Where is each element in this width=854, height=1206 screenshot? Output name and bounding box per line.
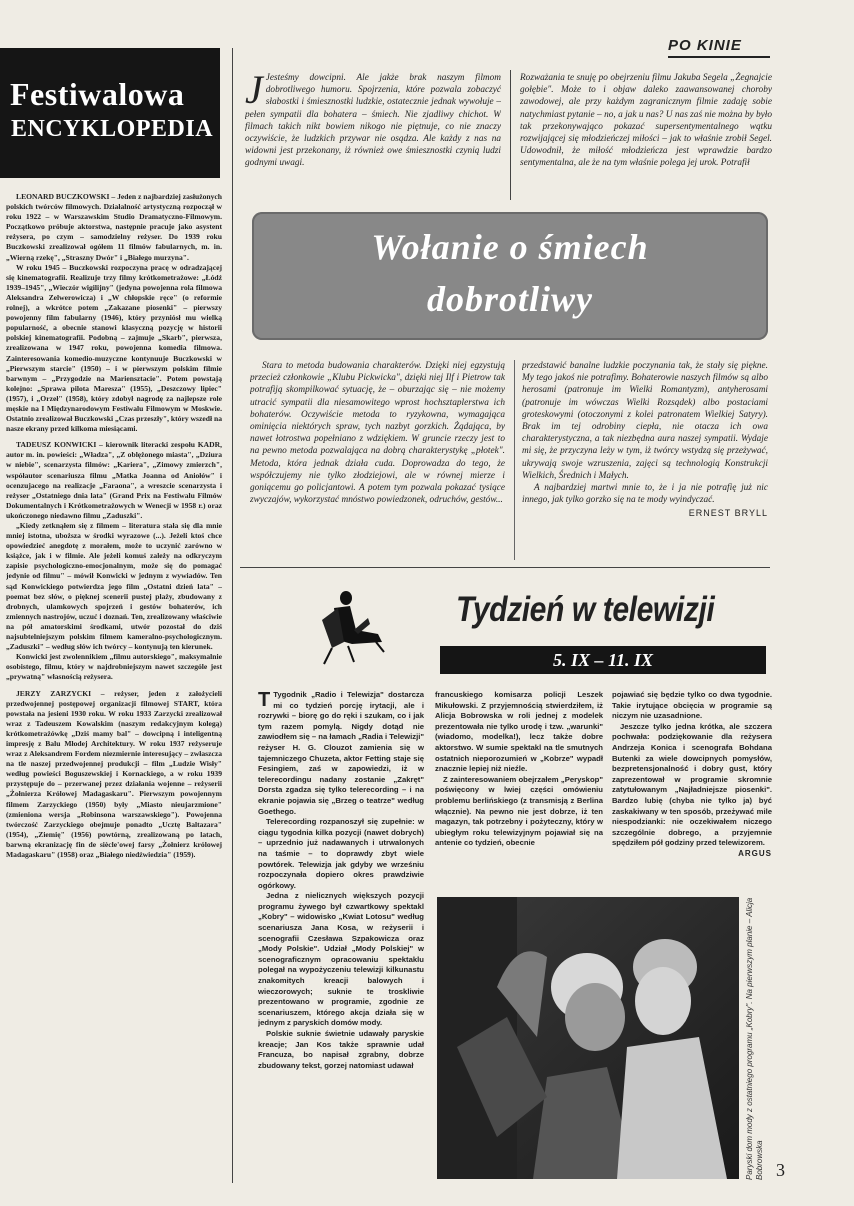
tv-column-3 xyxy=(612,690,772,890)
tv-col1-p4: Polskie suknie świetnie udawały paryskie kreacje; Jan Kos także sprawnie udał Francuza, bo napisał zgrabny, dobrze zbudowany tekst, gorzej natomiast udawał xyxy=(258,1029,424,1070)
tv-col1-p3: Jedna z nielicznych większych pozycji programu żywego był czwartkowy spektakl „Kobry" – widowisko „Kwiat Lotosu" według scenariusza Jana Kosa, w reżyserii i scenografii Czesława Szpakowicza oraz „Mody Polskie". Udział „Mody Polskiej" w scenograficznym opracowaniu spektaklu polegał na wypożyczeniu telewizji kilkunastu znakomitych kreacji balowych i wieczorowych; suknie te troskliwie prezentowano w programie, zgodnie ze scenariuszem, którego akcja działa się w jednym z paryskich domów mody. xyxy=(258,891,424,1028)
review-ending: A najbardziej martwi mnie to, że i ja nie potrafię już nic innego, jak tylko gorzko się na te mody wyindyczać. xyxy=(522,483,768,506)
column-divider xyxy=(232,48,233,1183)
review-title: Wołanie o śmiech xyxy=(371,227,649,267)
tv-column-2 xyxy=(435,690,603,890)
review-title-line2: dobrotliwy xyxy=(426,279,593,319)
review-body-left: Stara to metoda budowania charakterów. Dzięki niej egzystują przecież członkowie „Klubu Pickwicka", dzięki niej Ilf i Pietrow tak potrafiją skompilkować sytuację, że – oburzając się – nie możemy utracić sympatii dla niesamowitego wprost hochsztaplerstwa ich bohaterów. Oczywiście metoda to ryzykowna, wymagająca ominięcia niektórych spraw, tych nazbyt gorzkich. Żądająca, by nawet łotrostwa popełniano z wdziękiem. W gruncie rzeczy jest to na pewno metoda pozwalająca na dobrą charakterystykę „płotek". Metoda, która jednak działa cuda. Doprowadza do tego, że współczujemy nie tylko złodziejowi, ale w równej mierze i goniącemu go policjantowi. A potem tym pozwala pokazać tysiące zwyczajów, wykorzystać mnóstwo powiedzonek, odruchów, gestów... xyxy=(250,361,505,506)
tv-author: ARGUS xyxy=(738,848,772,858)
masthead-title: Festiwalowa xyxy=(10,76,185,112)
entry-buczkowski-cont: W roku 1945 – Buczkowski rozpoczyna pracę w odradzającej się kinematografii. Realizuje trzy filmy krótkometrażowe: „Łódź 1939–1945", „Wieczór wigilijny" (jedyna powojenna rola filmowa Aleksandra Zelwerowicza) i „W chłopskie ręce" (o reformie rolnej), a wkrótce potem „Zakazane piosenki" – pierwszy powojenny film fabularny (1946), który przyniósł mu wielką popularność, a obecnie stanowi klasyczną pozycję w historii polskiej kinematografii. Podobną – zajmuje „Skarb", pierwsza, zrealizowana w 1947 roku, powojenna komedia filmowa. Zainteresowania komedio-muzyczne kontynuuje Buczkowski w „Pierwszym starcie" (1950) – i w pierwszym polskim filmie barwnym – „Przygodzie na Mariensztacie". Potem powstają kolejno: „Sprawa pilota Maresza" (1955), „Deszczowy lipiec" (1957), i „Orzeł" (1958), który zdobył nagrodę za najlepsze role męskie na I Międzynarodowym Festiwalu Filmowym w Moskwie. Ostatnio zrealizował Buczkowski „Czas przeszły", który wszedł na nasze ekrany przed kilkoma miesiącami. xyxy=(6,262,222,434)
page-number: 3 xyxy=(776,1160,785,1180)
review-author: ERNEST BRYLL xyxy=(688,508,768,519)
column-divider xyxy=(514,360,515,560)
tv-dates: 5. IX – 11. IX xyxy=(552,650,654,670)
section-label: PO KINIE xyxy=(668,37,742,54)
masthead-subtitle: ENCYKLOPEDIA xyxy=(11,116,214,142)
tv-col2-p1: francuskiego komisarza policji Leszek Mikułowski. Z przyjemnością stwierdziłem, iż Alicja Bobrowska w roli jednej z modelek prezentowała nie tylko urodę i tzw. „warunki" (wiadomo, modelka!), lecz także dobre aktorstwo. W sumie spektakl na tle smutnych ostatnich nieporozumień w „Kobrze" wypadł znacznie lepiej niż nieźle. xyxy=(435,690,603,774)
encyclopedia-masthead xyxy=(0,48,220,178)
tv-col2-p2: Z zainteresowaniem obejrzałem „Peryskop" poświęcony w lwiej części omówieniu problemu berlińskiego (z transmisją z Berlina włącznie). Na pewno nie jest dobrze, iż ten magazyn, tak potrzebny i pożyteczny, który w ubiegłym roku telewizyjnym pojawiał się na antenie co tydzień, obecnie xyxy=(435,774,603,848)
review-intro-left: J Jesteśmy dowcipni. Ale jakże brak naszym filmom dobrotliwego humoru. Spojrzenia, które pozwala zobaczyć słabostki i śmiesznostki ludzkie, ostatecznie jednak wywołuje – pełen sympatii dla bohatera – śmiech. Nie zjadliwy chichot. W filmach takich nikt bowiem nikogo nie piętnuje, co nie znaczy oczywiście, że ludzkich przywar nie osądza. Ale każdy z nas na widowni jest przekonany, iż również owe śmiesznostki czynią ludzi godnymi uwagi. xyxy=(245,72,501,169)
tv-col1-p2: Telerecording rozpanoszył się zupełnie: w ciągu tygodnia kilka pozycji (nawet dobrych) – uprzednio już nadawanych i utrwalonych na taśmie – to doprawdy zbyt wiele powtórek. Telewizja jak gdyby we wrześniu rozpoczynała dopiero okres prawdziwie ogórkowy. xyxy=(258,817,424,890)
entry-konwicki: TADEUSZ KONWICKI – kierownik literacki zespołu KADR, autor m. in. powieści: „Władza", „Z oblężonego miasta", „Dziura w niebie", scenarzysta filmów: „Kariera", „Zimowy zmierzch", współautor scenariusza filmu „Matka Joanna od Aniołów" i ocenzujacego na realizacje „Faraona", a wreszcie scenarzysta i reżyser „Ostatniego dnia lata" (Grand Prix na Festiwalu Filmów Dokumentalnych i Krótkometrażowych w Wenecji w 1958 r.) oraz ukończonego niedawno filmu „Zaduszki". xyxy=(6,440,222,520)
review-body-right-text: przedstawić banalne ludzkie poczynania tak, że stały się piękne. My tego jakoś nie potrafimy. Bohaterowie naszych filmów są albo herosami (patronuje im Wielki Romantyzm), antyherosami (patronuje im wówczas Wielki Rozsądek) albo postaciami groteskowymi (otoczonymi z kolei patronatem Wielkiej Satyry). Brak im tej odrobiny ciepła, nie otacza ich owa charakterystyczna, a tak niezbędna aura naszej sympatii. Wydaje mi się, że przyczyna leży w tym, iż twórcy wstydzą się przeżywać, ukrywają swoje wzruszenia, zajęci są technologią Konstrukcji Wielkich, Średnich i Małych. xyxy=(522,361,768,481)
review-intro-right: Rozważania te snuję po obejrzeniu filmu Jakuba Segela „Żegnajcie gołębie". Może to i objaw daleko zaawansowanej choroby zawodowej, ale przy każdym zagranicznym filmie zadaję sobie natychmiast pytanie – no, a jak u nas? U nas zaś nie można by było tak przekonywająco pokazać supersentymentalnego wątku rozwijającej się młodzieńczej miłości – jak to właśnie zrobił Segel. Udowodnił, że miłość młodzieńcza jest wprawdzie bardzo sentymentalna, ale że na tym właśnie polega jej urok. Potrafił xyxy=(520,73,772,169)
entry-konwicki-cont: Konwicki jest zwolennikiem „filmu autorskiego", maksymalnie osobistego, filmu, który w najdrobniejszym nawet szczególe jest „prywatną" własnością reżysera. xyxy=(6,652,222,682)
entry-zarzycki: JERZY ZARZYCKI – reżyser, jeden z założycieli przedwojennej postępowej organizacji filmowej START, która powstała na jesieni 1930 roku. W roku 1933 Zarzycki zrealizował wraz z Tadeuszem Kowalskim (naszym redakcyjnym kolegą) krótkometrażówkę „Dziś mamy bal" – dowcipną i inteligentną impresję z Balu Młodej Architektury. W roku 1937 reżyseruje wraz z Aleksandrem Fordem niezmiernie interesujący – zwłaszcza na tle naszej przedwojennej produkcji – film „Ludzie Wisły" według powieści Boguszewskiej i Kornackiego, a w roku 1939 przystępuje do – przerwanej przez działania wojenne – reżyserii „Żołnierza Królowej Madagaskaru". Pierwszym powojennym filmem Zarzyckiego (1950) były „Miasto nieujarzmione" (zmieniona wersja „Robinsona warszawskiego"). Powojenna twórczość Zarzyckiego obejmuje ponadto „Ucztę Baltazara" (1954), „Ziemię" (1956) powtórną, zrealizowaną po latach, barwną ekranizację fin de siècle'owej farsy „Żołnierz królowej Madagaskaru" (1958) oraz „Białego niedźwiedzia" (1959). xyxy=(6,688,222,859)
entry-buczkowski: LEONARD BUCZKOWSKI – Jeden z najbardziej zasłużonych polskich twórców filmowych. Działalność artystyczną rozpoczął w roku 1922 – w Warszawskim Studio Dramatyczno-Filmowym. Początkowo próbuje aktorstwa, następnie pracuje jako asystent reżysera, po czym – samodzielny reżyser. Do 1939 roku Buczkowski zrealizował ogółem 11 filmów fabularnych, m. in. „Wierną rzekę", „Straszny Dwór" i „Białego murzyna". xyxy=(6,192,222,262)
tv-viewer-illustration xyxy=(318,590,398,670)
tv-col3-p2: Jeszcze tylko jedna krótka, ale szczera pochwała: podziękowanie dla reżysera Andrzeja Konica i scenografa Bohdana Butenki za wiele dowcipnych pomysłów, bezpretensjonalność i dobry gust, który zaprezentował w programie skromnie zatytułowanym „Najładniejsze piosenki". Bardzo lubię (chyba nie tylko ja) być zaskakiwany w ten sposób, przeżywać mile niespodzianki: nie oczekiwałem niczego szczególnie dobrego, a przyjemnie spędziłem pół godziny przed telewizorem. xyxy=(612,721,772,848)
encyclopedia-text xyxy=(6,192,222,1192)
tv-col3-p1: pojawiać się będzie tylko co dwa tygodnie. Takie irytujące obcięcia w programie są niczym nie uzasadnione. xyxy=(612,690,772,721)
tv-photo-caption: Paryski dom mody z ostatniego programu „Kobry". Na pierwszym planie – Alicja Bobrowska xyxy=(745,897,764,1180)
entry-konwicki-quote: „Kiedy zetknąłem się z filmem – literatura stała się dla mnie mniej istotna, uboższa w środki wyrazowe (...). Jeżeli ktoś chce opowiedzieć anegdotę z morałem, może to uczynić zarówno w książce, jak i w filmie. Ale jeżeli komuś zależy na odkryczym zapisie psychologiczno-emocjonalnym, może się do pomagać jedynie od filmu" – mówił Konwicki w jednym z wywiadów. Ten sąd Konwickiego potwierdza jego film „Ostatni dzień lata" – poemat bez słów, o pięknej scenerii pustej plaży, zbudowany z drobnych, ulamkowych spojrzeń i gestów bohaterów, ich zmiennych nastrojów, uczuć i doznań. Ten, zrealizowany właściwie na pół amatorskimi środkami, utwór pozostał do dziś najsubtelniejszym polskim filmem kameralno-psychologicznym. „Zaduszki" – według słów ich twórcy – kontynują ten kierunek. xyxy=(6,521,222,652)
column-divider xyxy=(510,70,511,200)
review-body-right xyxy=(522,360,768,565)
tv-column-1 xyxy=(258,690,424,1190)
tv-title: Tydzień w telewizji xyxy=(456,590,715,629)
tv-dates-bar xyxy=(440,646,766,674)
tv-col1-p1: T Tygodnik „Radio i Telewizja" dostarcza mi co tydzień porcję irytacji, ale i rozrywki – biorę go do ręki i szukam, co i jak tym razem pomylą. Nigdy dotąd nie zawiodłem się – na łamach „Radia i Telewizji" reżyser H. G. Clouzot zamienia się w tajemniczego Chuzeta, aktor Fetting staje się Fesingiem, zaś w zapowiedzi, iż w telerecordingu nadany zostanie „Zakręt" Dorsta zgadza się tylko telerecording – i na ekranie pojawia się „Brzeg o teatrze" według Goethego. xyxy=(258,690,424,816)
header-rule xyxy=(668,56,770,58)
drop-cap: J xyxy=(245,72,263,112)
tv-photo xyxy=(437,897,739,1179)
section-divider xyxy=(240,567,770,568)
review-title-banner xyxy=(252,212,768,340)
